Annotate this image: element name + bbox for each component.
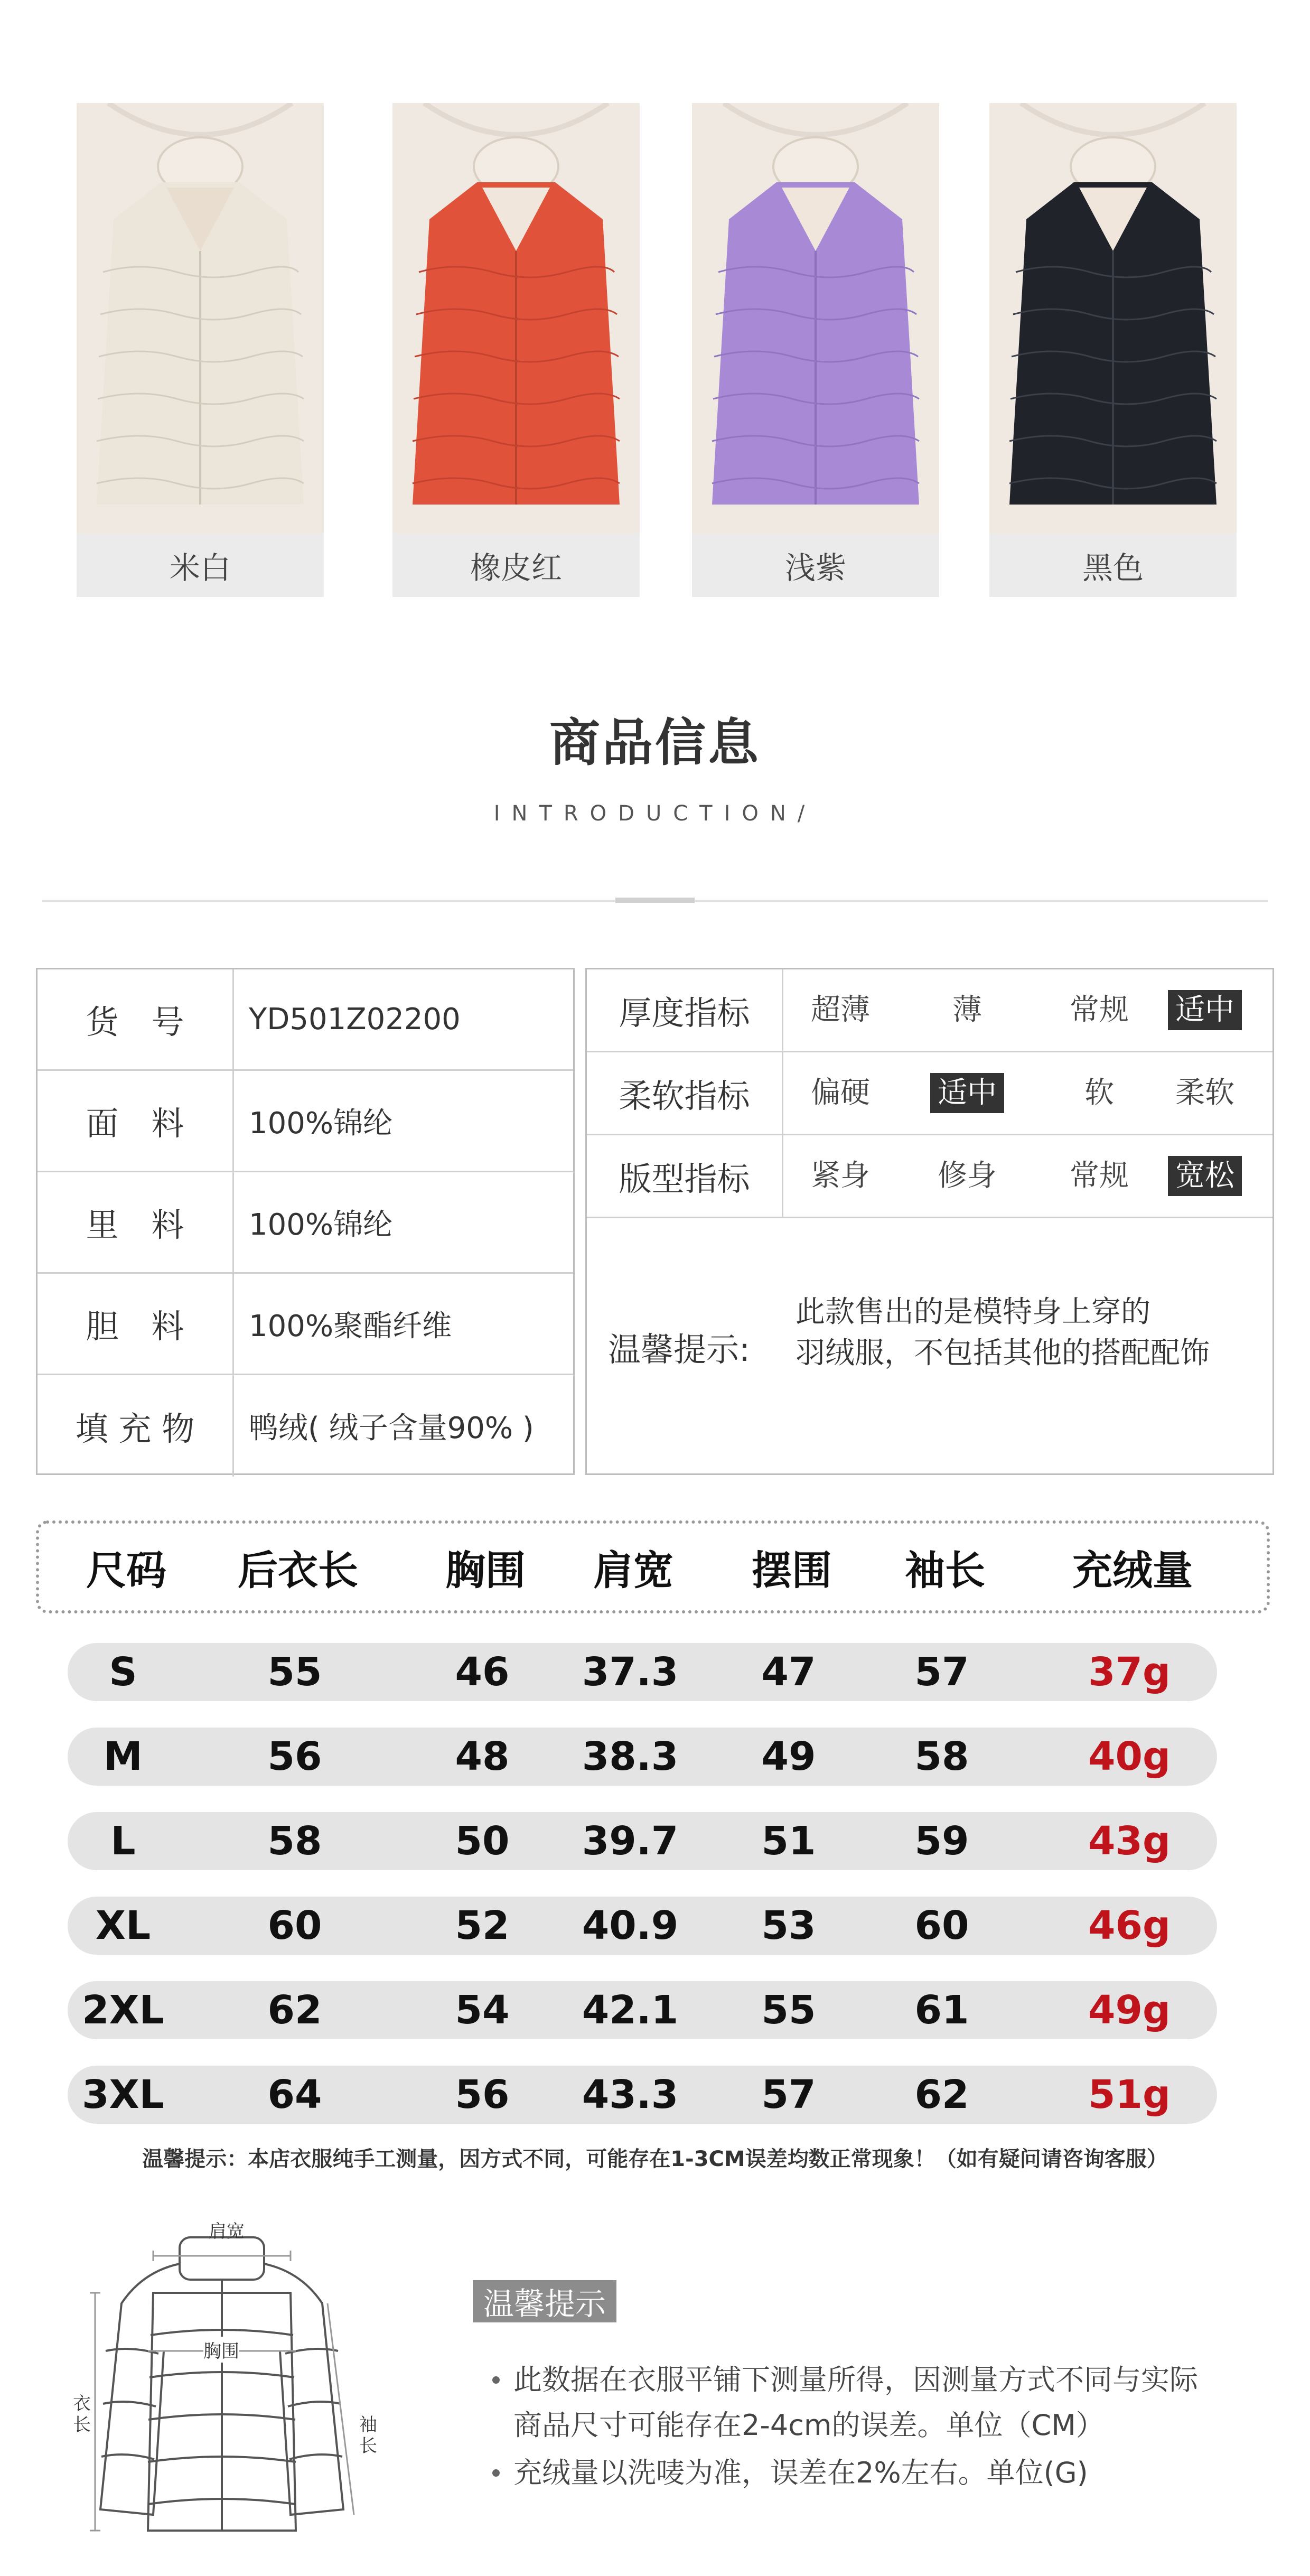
tip-badge: 温馨提示 [473,2280,616,2322]
measurement-cell: 58 [267,1818,322,1864]
color-label: 黑色 [989,534,1237,597]
column-header: 摆围 [752,1546,832,1594]
info-value: 100%锦纶 [249,1106,393,1141]
info-value: 100%锦纶 [249,1207,393,1242]
tip-line: 羽绒服，不包括其他的搭配配饰 [796,1336,1210,1370]
measurement-cell: 53 [761,1903,816,1948]
indicator-row-softness [587,1052,1272,1135]
info-key: 填 充 物 [38,1375,234,1477]
column-header: 尺码 [86,1546,166,1594]
measurement-note: 温馨提示：本店衣服纯手工测量，因方式不同，可能存在1-3CM误差均数正常现象！（如有疑问请咨询客服） [142,2147,1168,2171]
info-value: 100%聚酯纤维 [249,1309,452,1343]
diagram-label-sleeve: 袖长 [359,2414,377,2457]
size-table-header [36,1520,1270,1613]
tip-label: 温馨提示: [608,1330,750,1369]
indicator-option: 超薄 [811,993,870,1027]
fit-indicator-table [585,968,1274,1475]
size-diagram [74,2214,401,2541]
size-cell: 3XL [82,2072,164,2117]
indicator-option: 偏硬 [811,1076,870,1110]
info-row [38,1274,573,1375]
indicator-key: 柔软指标 [587,1052,783,1134]
info-key: 面 料 [38,1071,234,1171]
measurement-cell: 52 [455,1903,510,1948]
measurement-cell: 49 [761,1734,816,1779]
down-fill-cell: 49g [1088,1987,1171,2033]
color-card-1[interactable] [77,103,324,597]
measurement-cell: 55 [267,1649,322,1695]
indicator-option-selected: 适中 [920,1052,1015,1134]
column-header: 袖长 [905,1546,985,1594]
product-photo [692,103,939,534]
bullet-text: 此数据在衣服平铺下测量所得，因测量方式不同与实际 [513,2363,1198,2396]
diagram-label-chest: 胸围 [203,2337,239,2363]
indicator-key: 厚度指标 [587,969,783,1051]
size-row [68,1981,1217,2039]
size-cell: L [110,1818,136,1864]
measurement-cell: 38.3 [582,1734,679,1779]
divider-mark [615,898,695,903]
product-photo [392,103,640,534]
column-header: 充绒量 [1072,1546,1193,1594]
info-key: 里 料 [38,1172,234,1272]
measurement-cell: 62 [914,2072,969,2117]
down-fill-cell: 43g [1088,1818,1171,1864]
info-row [38,1071,573,1172]
measurement-cell: 64 [267,2072,322,2117]
size-row [68,1812,1217,1870]
section-subtitle: INTRODUCTION/ [493,801,817,826]
indicator-option: 软 [1084,1076,1114,1110]
measurement-cell: 55 [761,1987,816,2033]
measurement-cell: 54 [455,1987,510,2033]
product-info-table [36,968,575,1475]
down-fill-cell: 46g [1088,1903,1171,1948]
measurement-cell: 43.3 [582,2072,679,2117]
column-header: 胸围 [445,1546,526,1594]
bullet-text: 商品尺寸可能存在2-4cm的误差。单位（CM） [513,2409,1105,2442]
product-photo [77,103,324,534]
column-header: 肩宽 [593,1546,673,1594]
info-key: 胆 料 [38,1274,234,1374]
color-card-4[interactable] [989,103,1237,597]
measurement-cell: 47 [761,1649,816,1695]
measurement-cell: 42.1 [582,1987,679,2033]
size-row [68,1643,1217,1701]
size-cell: S [109,1649,137,1695]
measurement-cell: 37.3 [582,1649,679,1695]
measurement-cell: 58 [914,1734,969,1779]
indicator-row-fit [587,1135,1272,1218]
measurement-cell: 56 [267,1734,322,1779]
diagram-label-length: 衣长 [73,2393,91,2435]
bullet-dot [492,2469,500,2477]
down-fill-cell: 51g [1088,2072,1171,2117]
info-value: YD501Z02200 [249,1002,461,1037]
bullet-dot [492,2376,500,2384]
indicator-option: 薄 [952,993,982,1027]
column-header: 后衣长 [238,1546,358,1594]
product-photo [989,103,1237,534]
indicator-option: 常规 [1070,1159,1129,1193]
indicator-option: 常规 [1070,993,1129,1027]
indicator-option-selected: 适中 [1157,969,1252,1051]
measurement-cell: 61 [914,1987,969,2033]
measurement-cell: 62 [267,1987,322,2033]
tip-text [796,1292,1210,1374]
color-label: 橡皮红 [392,534,640,597]
color-card-3[interactable] [692,103,939,597]
indicator-option: 修身 [938,1159,997,1193]
indicator-key: 版型指标 [587,1135,783,1217]
info-row [38,1172,573,1274]
color-label: 浅紫 [692,534,939,597]
color-card-2[interactable] [392,103,640,597]
down-fill-cell: 37g [1088,1649,1171,1695]
info-value: 鸭绒( 绒子含量90% ) [249,1411,534,1445]
size-row [68,2066,1217,2124]
indicator-option: 柔软 [1175,1076,1234,1110]
indicator-row-thickness [587,969,1272,1052]
section-title: 商品信息 [549,713,761,772]
info-row [38,969,573,1071]
size-cell: 2XL [82,1987,164,2033]
size-cell: M [104,1734,143,1779]
measurement-cell: 50 [455,1818,510,1864]
indicator-option: 紧身 [811,1159,870,1193]
measurement-cell: 56 [455,2072,510,2117]
measurement-cell: 59 [914,1818,969,1864]
measurement-cell: 57 [914,1649,969,1695]
color-label: 米白 [77,534,324,597]
tip-line: 此款售出的是模特身上穿的 [796,1295,1150,1329]
measurement-cell: 48 [455,1734,510,1779]
measurement-cell: 60 [267,1903,322,1948]
measurement-cell: 57 [761,2072,816,2117]
indicator-option-selected: 宽松 [1157,1135,1252,1217]
size-cell: XL [95,1903,151,1948]
size-row [68,1728,1217,1786]
measurement-cell: 51 [761,1818,816,1864]
bullet-text: 充绒量以洗唛为准，误差在2%左右。单位(G) [513,2456,1088,2489]
diagram-label-shoulder: 肩宽 [209,2221,245,2242]
measurement-cell: 46 [455,1649,510,1695]
info-key: 货 号 [38,969,234,1069]
info-row [38,1375,573,1477]
measurement-cell: 39.7 [582,1818,679,1864]
measurement-cell: 40.9 [582,1903,679,1948]
size-row [68,1897,1217,1955]
down-fill-cell: 40g [1088,1734,1171,1779]
measurement-cell: 60 [914,1903,969,1948]
